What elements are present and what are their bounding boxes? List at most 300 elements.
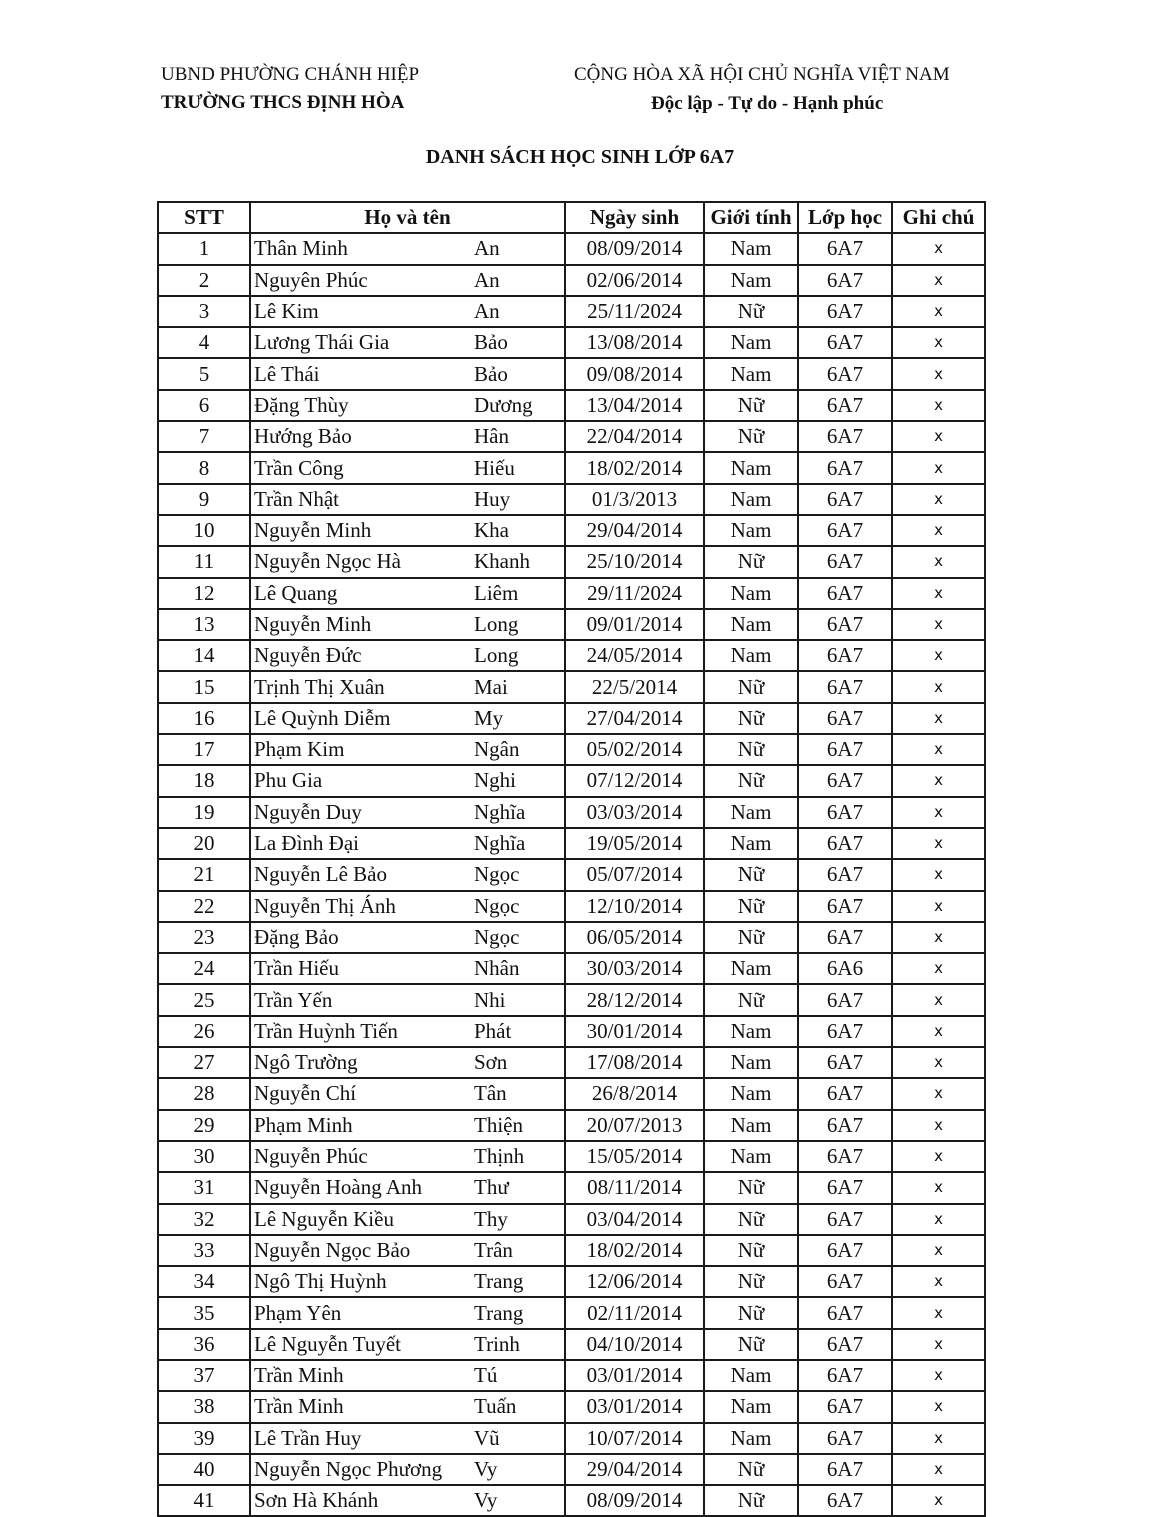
cell-note: x	[892, 358, 985, 389]
cell-stt: 35	[158, 1297, 250, 1328]
cell-stt: 4	[158, 327, 250, 358]
cell-stt: 10	[158, 515, 250, 546]
table-row	[158, 390, 985, 421]
cell-dob: 25/10/2014	[565, 546, 704, 577]
cell-given-name: Bảo	[472, 358, 565, 389]
cell-dob: 30/03/2014	[565, 953, 704, 984]
cell-class: 6A7	[798, 421, 892, 452]
cell-stt: 29	[158, 1110, 250, 1141]
cell-family-name: Lê Thái	[250, 358, 472, 389]
cell-stt: 26	[158, 1016, 250, 1047]
cell-note: x	[892, 1078, 985, 1109]
cell-class: 6A7	[798, 452, 892, 483]
cell-note: x	[892, 1204, 985, 1235]
cell-dob: 24/05/2014	[565, 640, 704, 671]
cell-family-name: Trịnh Thị Xuân	[250, 671, 472, 702]
cell-dob: 22/5/2014	[565, 671, 704, 702]
cell-family-name: Nguyễn Thị Ánh	[250, 891, 472, 922]
cell-given-name: Ngân	[472, 734, 565, 765]
cell-family-name: Phu Gia	[250, 765, 472, 796]
cell-note: x	[892, 640, 985, 671]
cell-family-name: La Đình Đại	[250, 828, 472, 859]
cell-family-name: Thân Minh	[250, 233, 472, 264]
page-title: DANH SÁCH HỌC SINH LỚP 6A7	[425, 146, 735, 168]
cell-class: 6A7	[798, 922, 892, 953]
cell-gender: Nam	[704, 1078, 798, 1109]
cell-given-name: Trang	[472, 1297, 565, 1328]
cell-gender: Nam	[704, 797, 798, 828]
cell-note: x	[892, 953, 985, 984]
table-row	[158, 233, 985, 264]
cell-family-name: Lương Thái Gia	[250, 327, 472, 358]
cell-note: x	[892, 1110, 985, 1141]
cell-dob: 19/05/2014	[565, 828, 704, 859]
cell-note: x	[892, 327, 985, 358]
table-row	[158, 984, 985, 1015]
cell-class: 6A7	[798, 609, 892, 640]
cell-stt: 2	[158, 265, 250, 296]
cell-stt: 15	[158, 671, 250, 702]
cell-gender: Nam	[704, 1360, 798, 1391]
table-row	[158, 859, 985, 890]
cell-note: x	[892, 797, 985, 828]
cell-gender: Nữ	[704, 891, 798, 922]
cell-class: 6A7	[798, 1110, 892, 1141]
cell-stt: 3	[158, 296, 250, 327]
cell-family-name: Nguyễn Đức	[250, 640, 472, 671]
cell-stt: 28	[158, 1078, 250, 1109]
table-row	[158, 358, 985, 389]
table-row	[158, 1172, 985, 1203]
cell-given-name: An	[472, 296, 565, 327]
cell-class: 6A7	[798, 1360, 892, 1391]
cell-stt: 13	[158, 609, 250, 640]
cell-gender: Nam	[704, 1391, 798, 1422]
cell-note: x	[892, 765, 985, 796]
cell-stt: 30	[158, 1141, 250, 1172]
cell-family-name: Trần Minh	[250, 1360, 472, 1391]
cell-family-name: Trần Yến	[250, 984, 472, 1015]
cell-given-name: Ngọc	[472, 859, 565, 890]
cell-dob: 15/05/2014	[565, 1141, 704, 1172]
cell-stt: 19	[158, 797, 250, 828]
table-row	[158, 1110, 985, 1141]
cell-note: x	[892, 1360, 985, 1391]
cell-stt: 39	[158, 1423, 250, 1454]
cell-gender: Nữ	[704, 1454, 798, 1485]
cell-class: 6A7	[798, 703, 892, 734]
cell-given-name: Tân	[472, 1078, 565, 1109]
column-header-class: Lớp học	[798, 202, 892, 233]
cell-dob: 03/01/2014	[565, 1391, 704, 1422]
table-row	[158, 797, 985, 828]
cell-stt: 7	[158, 421, 250, 452]
cell-gender: Nữ	[704, 734, 798, 765]
cell-given-name: Nhân	[472, 953, 565, 984]
column-header-full-name: Họ và tên	[250, 202, 565, 233]
cell-gender: Nam	[704, 1016, 798, 1047]
cell-stt: 40	[158, 1454, 250, 1485]
cell-stt: 37	[158, 1360, 250, 1391]
cell-note: x	[892, 233, 985, 264]
cell-dob: 29/11/2024	[565, 578, 704, 609]
cell-note: x	[892, 859, 985, 890]
cell-stt: 24	[158, 953, 250, 984]
cell-gender: Nam	[704, 640, 798, 671]
cell-given-name: Long	[472, 609, 565, 640]
cell-class: 6A7	[798, 1016, 892, 1047]
cell-family-name: Lê Nguyễn Tuyết	[250, 1329, 472, 1360]
cell-family-name: Lê Trần Huy	[250, 1423, 472, 1454]
cell-gender: Nam	[704, 1141, 798, 1172]
table-row	[158, 1297, 985, 1328]
cell-class: 6A7	[798, 484, 892, 515]
cell-note: x	[892, 734, 985, 765]
cell-dob: 13/08/2014	[565, 327, 704, 358]
cell-given-name: Thịnh	[472, 1141, 565, 1172]
table-row	[158, 671, 985, 702]
table-row	[158, 327, 985, 358]
cell-given-name: Mai	[472, 671, 565, 702]
cell-class: 6A7	[798, 828, 892, 859]
cell-given-name: Vũ	[472, 1423, 565, 1454]
table-row	[158, 1423, 985, 1454]
cell-stt: 5	[158, 358, 250, 389]
national-title: CỘNG HÒA XÃ HỘI CHỦ NGHĨA VIỆT NAM	[574, 64, 950, 85]
cell-class: 6A7	[798, 671, 892, 702]
cell-gender: Nữ	[704, 1266, 798, 1297]
cell-family-name: Nguyên Phúc	[250, 265, 472, 296]
cell-gender: Nữ	[704, 1485, 798, 1516]
cell-stt: 8	[158, 452, 250, 483]
cell-family-name: Phạm Kim	[250, 734, 472, 765]
cell-dob: 29/04/2014	[565, 515, 704, 546]
cell-class: 6A7	[798, 390, 892, 421]
cell-dob: 03/03/2014	[565, 797, 704, 828]
cell-given-name: Trang	[472, 1266, 565, 1297]
cell-dob: 03/01/2014	[565, 1360, 704, 1391]
cell-class: 6A7	[798, 296, 892, 327]
table-row	[158, 1454, 985, 1485]
cell-gender: Nữ	[704, 984, 798, 1015]
cell-note: x	[892, 390, 985, 421]
cell-dob: 18/02/2014	[565, 452, 704, 483]
cell-given-name: Thiện	[472, 1110, 565, 1141]
table-row	[158, 484, 985, 515]
cell-stt: 16	[158, 703, 250, 734]
table-row	[158, 1329, 985, 1360]
agency-name: UBND PHƯỜNG CHÁNH HIỆP	[161, 64, 420, 85]
table-row	[158, 922, 985, 953]
cell-gender: Nữ	[704, 1329, 798, 1360]
cell-gender: Nữ	[704, 546, 798, 577]
table-row	[158, 953, 985, 984]
cell-note: x	[892, 1266, 985, 1297]
cell-family-name: Nguyễn Duy	[250, 797, 472, 828]
cell-gender: Nam	[704, 953, 798, 984]
cell-dob: 01/3/2013	[565, 484, 704, 515]
cell-gender: Nữ	[704, 1297, 798, 1328]
cell-family-name: Lê Nguyễn Kiều	[250, 1204, 472, 1235]
cell-note: x	[892, 1454, 985, 1485]
cell-given-name: Tú	[472, 1360, 565, 1391]
cell-note: x	[892, 1391, 985, 1422]
cell-class: 6A7	[798, 734, 892, 765]
cell-gender: Nữ	[704, 922, 798, 953]
table-row	[158, 265, 985, 296]
cell-gender: Nữ	[704, 859, 798, 890]
column-header-stt: STT	[158, 202, 250, 233]
cell-dob: 29/04/2014	[565, 1454, 704, 1485]
cell-class: 6A7	[798, 1078, 892, 1109]
cell-note: x	[892, 1047, 985, 1078]
cell-stt: 34	[158, 1266, 250, 1297]
cell-family-name: Nguyễn Ngọc Hà	[250, 546, 472, 577]
cell-given-name: Dương	[472, 390, 565, 421]
cell-dob: 28/12/2014	[565, 984, 704, 1015]
cell-given-name: Trân	[472, 1235, 565, 1266]
cell-dob: 26/8/2014	[565, 1078, 704, 1109]
table-row	[158, 1078, 985, 1109]
cell-given-name: An	[472, 265, 565, 296]
cell-note: x	[892, 828, 985, 859]
table-row	[158, 891, 985, 922]
cell-note: x	[892, 1172, 985, 1203]
cell-given-name: Huy	[472, 484, 565, 515]
cell-family-name: Đặng Thùy	[250, 390, 472, 421]
table-row	[158, 578, 985, 609]
cell-note: x	[892, 421, 985, 452]
table-header-row	[158, 202, 985, 233]
cell-family-name: Nguyễn Minh	[250, 515, 472, 546]
cell-gender: Nam	[704, 484, 798, 515]
cell-stt: 31	[158, 1172, 250, 1203]
cell-gender: Nữ	[704, 421, 798, 452]
cell-note: x	[892, 1423, 985, 1454]
cell-class: 6A7	[798, 1266, 892, 1297]
cell-family-name: Nguyễn Lê Bảo	[250, 859, 472, 890]
cell-dob: 27/04/2014	[565, 703, 704, 734]
cell-given-name: Thy	[472, 1204, 565, 1235]
cell-class: 6A7	[798, 1172, 892, 1203]
table-row	[158, 1047, 985, 1078]
table-row	[158, 515, 985, 546]
column-header-dob: Ngày sinh	[565, 202, 704, 233]
cell-note: x	[892, 984, 985, 1015]
cell-class: 6A7	[798, 327, 892, 358]
cell-dob: 13/04/2014	[565, 390, 704, 421]
cell-note: x	[892, 609, 985, 640]
cell-note: x	[892, 546, 985, 577]
table-body	[158, 233, 985, 1516]
cell-note: x	[892, 1485, 985, 1516]
cell-given-name: Nhi	[472, 984, 565, 1015]
cell-given-name: Vy	[472, 1485, 565, 1516]
cell-family-name: Nguyễn Hoàng Anh	[250, 1172, 472, 1203]
cell-dob: 18/02/2014	[565, 1235, 704, 1266]
cell-class: 6A7	[798, 578, 892, 609]
cell-family-name: Nguyễn Minh	[250, 609, 472, 640]
cell-gender: Nam	[704, 1110, 798, 1141]
cell-class: 6A7	[798, 1141, 892, 1172]
cell-gender: Nam	[704, 515, 798, 546]
cell-given-name: Khanh	[472, 546, 565, 577]
cell-stt: 41	[158, 1485, 250, 1516]
table-row	[158, 1141, 985, 1172]
cell-class: 6A7	[798, 1047, 892, 1078]
cell-family-name: Hướng Bảo	[250, 421, 472, 452]
cell-stt: 27	[158, 1047, 250, 1078]
cell-family-name: Phạm Minh	[250, 1110, 472, 1141]
cell-family-name: Trần Huỳnh Tiến	[250, 1016, 472, 1047]
table-row	[158, 703, 985, 734]
cell-family-name: Trần Nhật	[250, 484, 472, 515]
cell-class: 6A7	[798, 1423, 892, 1454]
cell-gender: Nữ	[704, 1172, 798, 1203]
cell-class: 6A7	[798, 984, 892, 1015]
table-row	[158, 296, 985, 327]
cell-class: 6A7	[798, 1235, 892, 1266]
cell-dob: 07/12/2014	[565, 765, 704, 796]
column-header-note: Ghi chú	[892, 202, 985, 233]
cell-stt: 11	[158, 546, 250, 577]
cell-given-name: Ngọc	[472, 891, 565, 922]
cell-stt: 22	[158, 891, 250, 922]
cell-family-name: Nguyễn Ngọc Phương	[250, 1454, 472, 1485]
cell-stt: 23	[158, 922, 250, 953]
table-row	[158, 421, 985, 452]
cell-class: 6A7	[798, 1204, 892, 1235]
cell-gender: Nữ	[704, 765, 798, 796]
cell-dob: 05/07/2014	[565, 859, 704, 890]
cell-gender: Nữ	[704, 390, 798, 421]
table-row	[158, 640, 985, 671]
cell-given-name: Phát	[472, 1016, 565, 1047]
cell-gender: Nam	[704, 327, 798, 358]
cell-note: x	[892, 578, 985, 609]
cell-stt: 14	[158, 640, 250, 671]
cell-dob: 22/04/2014	[565, 421, 704, 452]
table-row	[158, 1016, 985, 1047]
cell-gender: Nam	[704, 828, 798, 859]
cell-dob: 08/11/2014	[565, 1172, 704, 1203]
cell-family-name: Nguyễn Phúc	[250, 1141, 472, 1172]
student-roster-table	[157, 201, 986, 1517]
cell-dob: 03/04/2014	[565, 1204, 704, 1235]
cell-dob: 25/11/2024	[565, 296, 704, 327]
cell-stt: 25	[158, 984, 250, 1015]
cell-given-name: Tuấn	[472, 1391, 565, 1422]
cell-family-name: Trần Công	[250, 452, 472, 483]
cell-given-name: Hân	[472, 421, 565, 452]
cell-class: 6A7	[798, 765, 892, 796]
cell-note: x	[892, 891, 985, 922]
cell-stt: 33	[158, 1235, 250, 1266]
cell-note: x	[892, 484, 985, 515]
school-name: TRƯỜNG THCS ĐỊNH HÒA	[161, 92, 405, 113]
cell-gender: Nữ	[704, 1204, 798, 1235]
table-row	[158, 828, 985, 859]
cell-dob: 05/02/2014	[565, 734, 704, 765]
cell-class: 6A7	[798, 640, 892, 671]
cell-given-name: Nghi	[472, 765, 565, 796]
table-row	[158, 765, 985, 796]
cell-note: x	[892, 296, 985, 327]
cell-family-name: Sơn Hà Khánh	[250, 1485, 472, 1516]
cell-gender: Nam	[704, 1423, 798, 1454]
cell-dob: 17/08/2014	[565, 1047, 704, 1078]
cell-stt: 20	[158, 828, 250, 859]
table-row	[158, 734, 985, 765]
table-row	[158, 1266, 985, 1297]
cell-family-name: Ngô Trường	[250, 1047, 472, 1078]
cell-dob: 08/09/2014	[565, 1485, 704, 1516]
cell-stt: 21	[158, 859, 250, 890]
cell-note: x	[892, 671, 985, 702]
cell-family-name: Trần Hiếu	[250, 953, 472, 984]
cell-family-name: Nguyễn Ngọc Bảo	[250, 1235, 472, 1266]
table-row	[158, 452, 985, 483]
cell-family-name: Trần Minh	[250, 1391, 472, 1422]
table-row	[158, 546, 985, 577]
cell-given-name: My	[472, 703, 565, 734]
cell-class: 6A7	[798, 265, 892, 296]
cell-given-name: Vy	[472, 1454, 565, 1485]
cell-given-name: Ngọc	[472, 922, 565, 953]
cell-gender: Nữ	[704, 671, 798, 702]
cell-note: x	[892, 452, 985, 483]
table-row	[158, 1360, 985, 1391]
cell-gender: Nam	[704, 233, 798, 264]
cell-stt: 17	[158, 734, 250, 765]
cell-gender: Nam	[704, 1047, 798, 1078]
cell-dob: 04/10/2014	[565, 1329, 704, 1360]
cell-class: 6A7	[798, 515, 892, 546]
cell-family-name: Lê Kim	[250, 296, 472, 327]
cell-class: 6A7	[798, 233, 892, 264]
cell-dob: 12/10/2014	[565, 891, 704, 922]
cell-given-name: Thư	[472, 1172, 565, 1203]
cell-given-name: Trinh	[472, 1329, 565, 1360]
cell-given-name: Nghĩa	[472, 797, 565, 828]
cell-note: x	[892, 1141, 985, 1172]
cell-dob: 09/08/2014	[565, 358, 704, 389]
table-row	[158, 1204, 985, 1235]
cell-given-name: Long	[472, 640, 565, 671]
cell-class: 6A6	[798, 953, 892, 984]
cell-class: 6A7	[798, 1329, 892, 1360]
cell-class: 6A7	[798, 1485, 892, 1516]
table-row	[158, 1235, 985, 1266]
cell-gender: Nam	[704, 452, 798, 483]
cell-class: 6A7	[798, 859, 892, 890]
cell-dob: 20/07/2013	[565, 1110, 704, 1141]
cell-gender: Nam	[704, 609, 798, 640]
cell-family-name: Phạm Yên	[250, 1297, 472, 1328]
cell-given-name: Kha	[472, 515, 565, 546]
table-row	[158, 609, 985, 640]
cell-dob: 10/07/2014	[565, 1423, 704, 1454]
cell-stt: 18	[158, 765, 250, 796]
cell-stt: 6	[158, 390, 250, 421]
cell-family-name: Nguyễn Chí	[250, 1078, 472, 1109]
cell-class: 6A7	[798, 358, 892, 389]
cell-dob: 09/01/2014	[565, 609, 704, 640]
cell-stt: 1	[158, 233, 250, 264]
cell-class: 6A7	[798, 891, 892, 922]
cell-family-name: Ngô Thị Huỳnh	[250, 1266, 472, 1297]
column-header-gender: Giới tính	[704, 202, 798, 233]
